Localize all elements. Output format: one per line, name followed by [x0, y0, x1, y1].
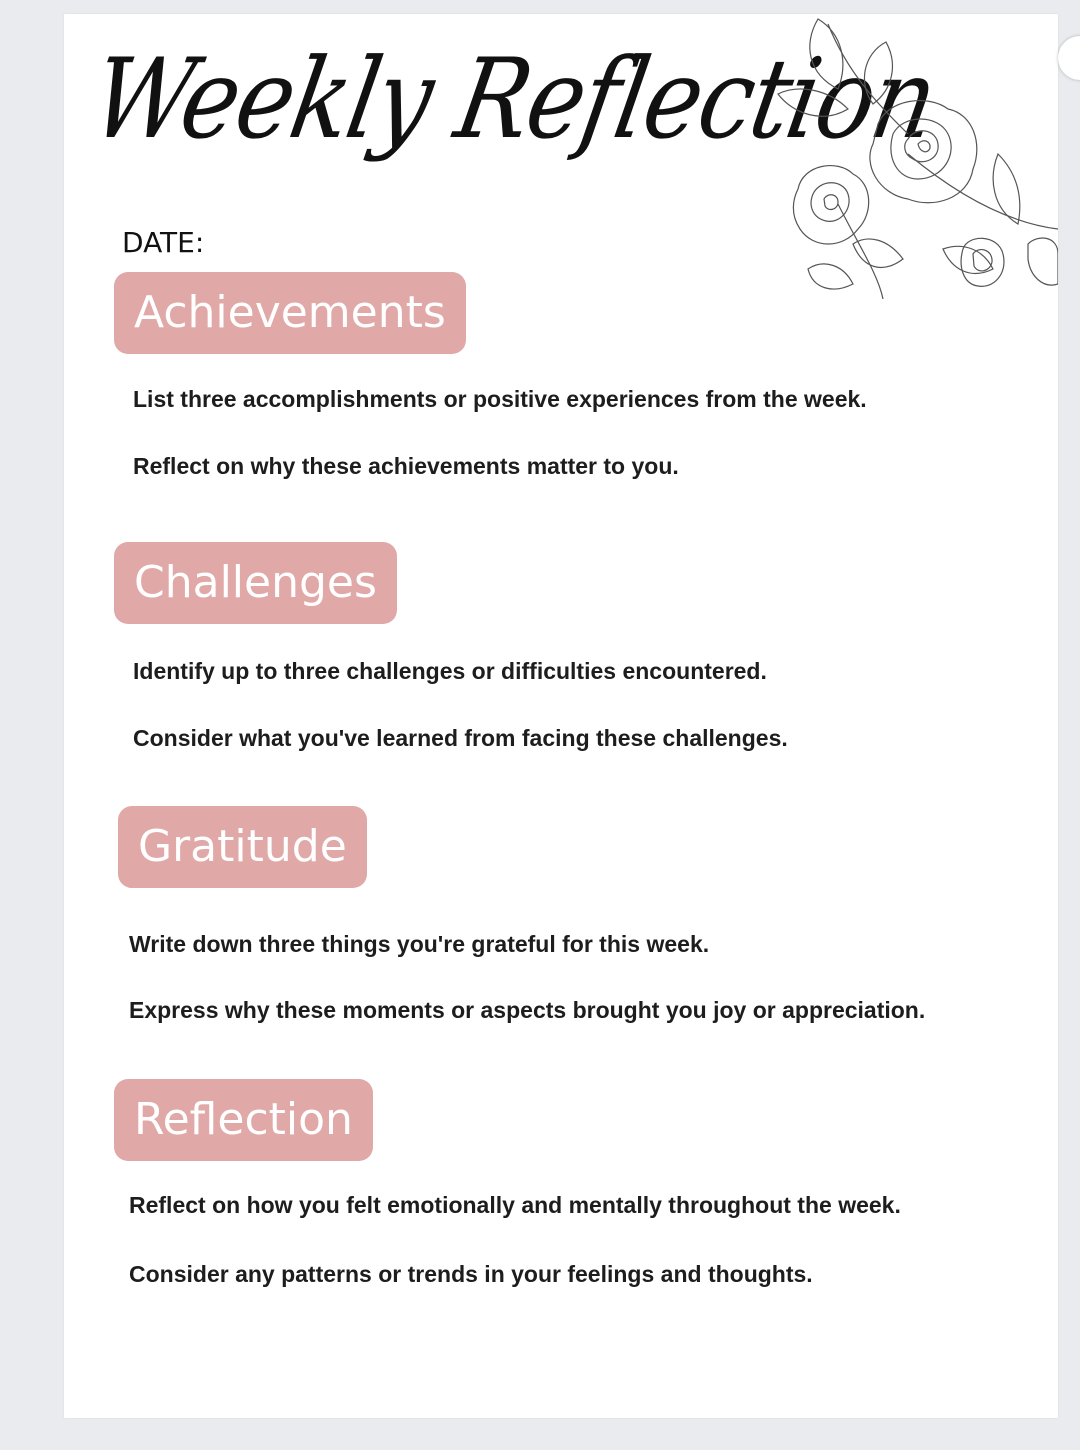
prompt-reflection-2: Consider any patterns or trends in your feelings and thoughts.: [129, 1261, 813, 1287]
prompt-achievements-1: List three accomplishments or positive experiences from the week.: [133, 386, 867, 412]
prompt-challenges-2: Consider what you've learned from facing these challenges.: [133, 725, 788, 751]
section-heading-gratitude: Gratitude: [118, 806, 367, 888]
worksheet-page: [64, 14, 1058, 1418]
side-panel-handle[interactable]: [1058, 36, 1080, 80]
section-heading-reflection: Reflection: [114, 1079, 373, 1161]
prompt-gratitude-1: Write down three things you're grateful for this week.: [129, 931, 710, 957]
prompt-achievements-2: Reflect on why these achievements matter to you.: [133, 453, 679, 479]
prompt-gratitude-2: Express why these moments or aspects brought you joy or appreciation.: [129, 997, 926, 1023]
floral-line-art-icon: [768, 14, 1058, 304]
page-title: Weekly Reflection: [82, 34, 945, 164]
date-label: DATE:: [122, 226, 205, 259]
section-heading-challenges: Challenges: [114, 542, 397, 624]
prompt-challenges-1: Identify up to three challenges or difficulties encountered.: [133, 658, 767, 684]
section-heading-achievements: Achievements: [114, 272, 466, 354]
prompt-reflection-1: Reflect on how you felt emotionally and mentally throughout the week.: [129, 1192, 901, 1218]
